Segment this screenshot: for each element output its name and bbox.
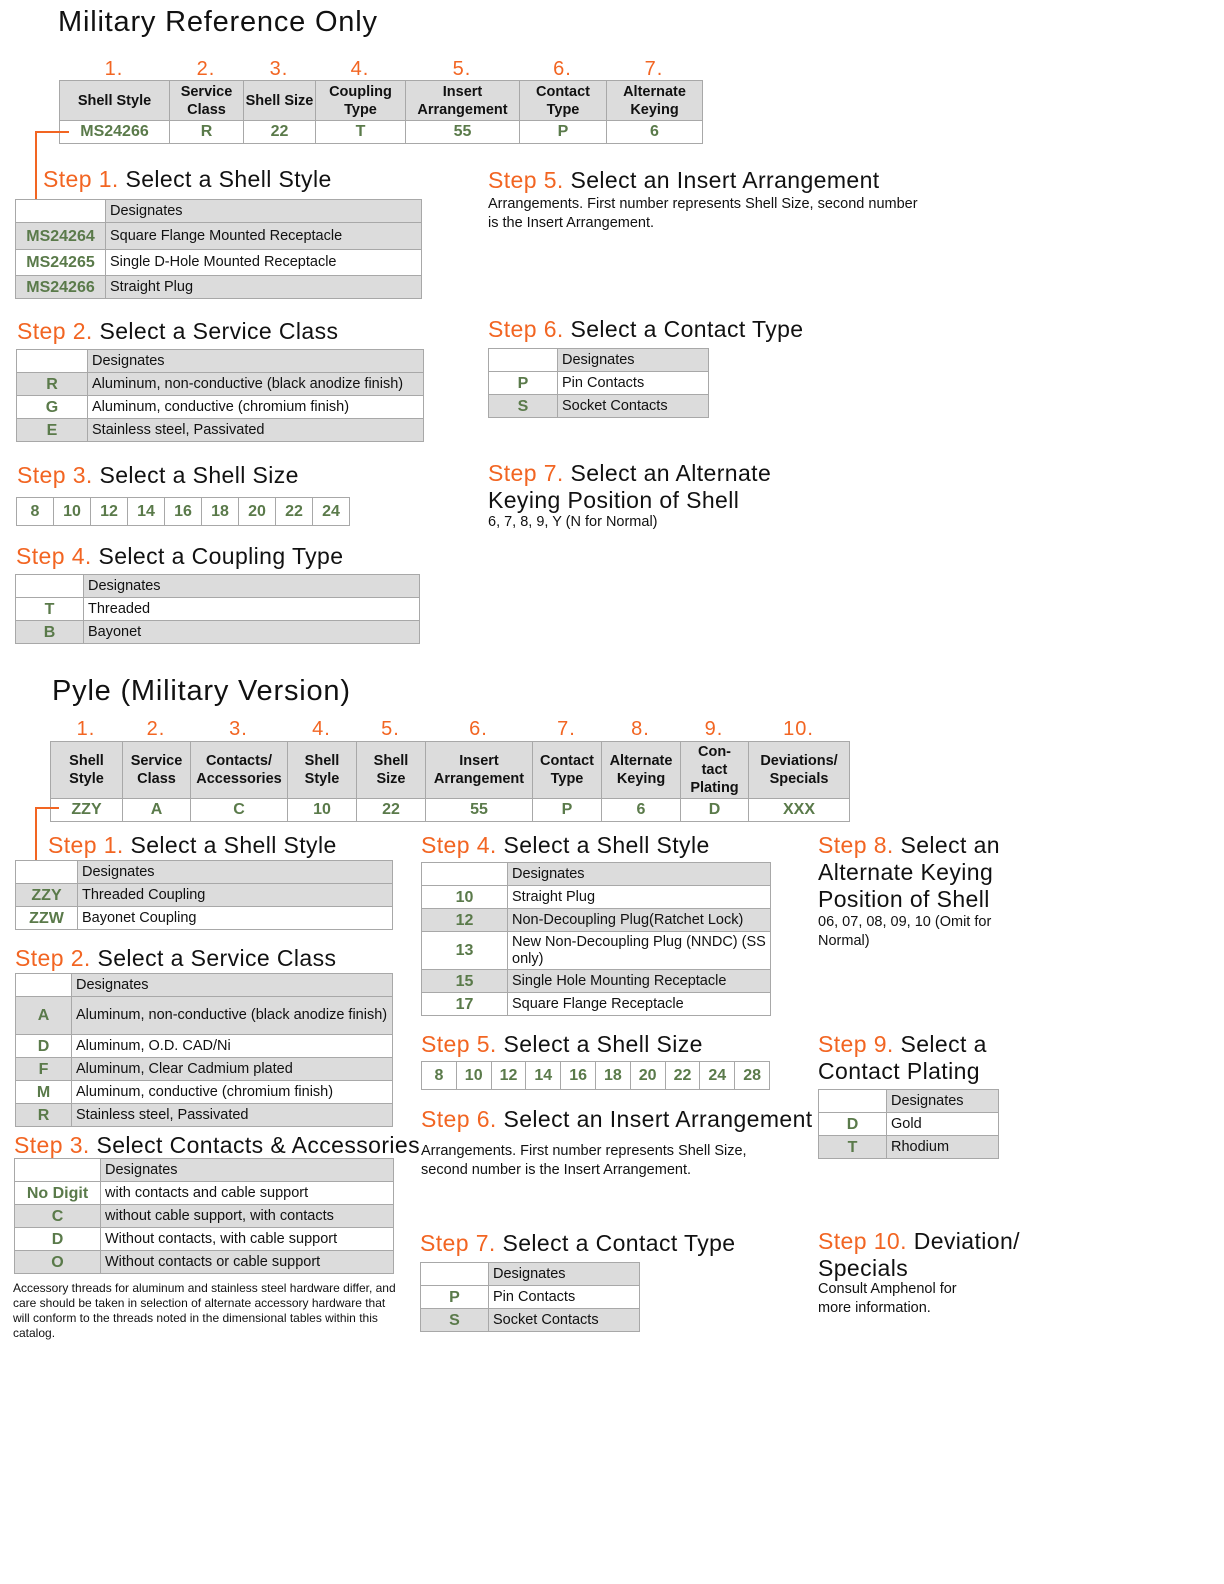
designates-header: Designates — [508, 863, 771, 886]
option-code: MS24265 — [16, 250, 106, 276]
option-desc: Socket Contacts — [489, 1309, 640, 1332]
option-desc: Stainless steel, Passivated — [72, 1104, 393, 1127]
size-option: 12 — [491, 1062, 526, 1090]
step-label-text: Select an Insert Arrangement — [570, 167, 880, 193]
military-step2-title — [17, 318, 338, 345]
example-value: C — [191, 799, 288, 822]
step-label-text: Select a Coupling Type — [98, 543, 344, 569]
blank-cell — [819, 1090, 887, 1113]
option-code: R — [17, 373, 88, 396]
example-value: 22 — [244, 121, 316, 144]
header-line: Arrangement — [433, 771, 525, 787]
step-label-text: Select an — [900, 832, 1000, 858]
size-option: 20 — [239, 498, 276, 526]
option-desc: Aluminum, Clear Cadmium plated — [72, 1058, 393, 1081]
example-value: 6 — [607, 121, 703, 144]
pyle-shell-style-table — [15, 860, 393, 930]
military-contact-type-table — [488, 348, 709, 418]
military-shell-style-table — [15, 199, 422, 299]
option-desc: with contacts and cable support — [101, 1182, 394, 1205]
pyle-step3-title — [14, 1132, 420, 1159]
option-desc: Square Flange Mounted Receptacle — [106, 223, 422, 250]
example-value: P — [533, 799, 602, 822]
example-value: MS24266 — [60, 121, 170, 144]
header-line: Accessories — [196, 771, 282, 787]
pyle-contacts-accessories-table — [14, 1158, 394, 1274]
example-value: XXX — [749, 799, 850, 822]
designates-header: Designates — [101, 1159, 394, 1182]
column-header: Shell Size — [244, 81, 316, 121]
step-number: 3. — [269, 58, 289, 80]
header-line: Deviations/ — [760, 753, 838, 769]
step-label-text: Deviation/ — [913, 1228, 1020, 1254]
column-header: Insert Arrangement — [406, 81, 520, 121]
option-desc: Single Hole Mounting Receptacle — [508, 970, 771, 993]
column-header: Contact Type — [520, 81, 607, 121]
example-value: 6 — [602, 799, 681, 822]
size-option: 8 — [17, 498, 54, 526]
step-label-text: Select a Shell Style — [503, 832, 710, 858]
option-code: O — [15, 1251, 101, 1274]
blank-cell — [489, 349, 558, 372]
column-header — [749, 742, 850, 799]
option-desc: Stainless steel, Passivated — [88, 419, 424, 442]
example-value: 10 — [288, 799, 357, 822]
pyle-step5-title — [421, 1031, 703, 1058]
option-code: D — [15, 1228, 101, 1251]
pyle-step8-desc: 06, 07, 08, 09, 10 (Omit for Normal) — [818, 914, 992, 949]
step-number: 5. — [381, 718, 400, 740]
column-header — [191, 742, 288, 799]
option-desc: Threaded — [84, 598, 420, 621]
designates-header: Designates — [489, 1263, 640, 1286]
header-line: Specials — [769, 771, 829, 787]
header-line: Service — [130, 753, 183, 769]
column-header — [681, 742, 749, 799]
step-number: 6. — [553, 58, 572, 80]
step-label-number: Step 7. — [420, 1230, 496, 1256]
military-step7-desc: 6, 7, 8, 9, Y (N for Normal) — [488, 514, 658, 530]
column-header — [288, 742, 357, 799]
header-line: Class — [137, 771, 176, 787]
pyle-shell-style-b-table — [421, 862, 771, 1016]
example-value: 55 — [426, 799, 533, 822]
size-option: 22 — [665, 1062, 700, 1090]
example-value: D — [681, 799, 749, 822]
size-option: 10 — [54, 498, 91, 526]
option-code: 15 — [422, 970, 508, 993]
step-label-text: Select an Alternate — [570, 460, 772, 486]
column-header — [426, 742, 533, 799]
blank-cell — [16, 861, 78, 884]
option-desc: Rhodium — [887, 1136, 999, 1159]
header-line: Contact — [540, 753, 594, 769]
step-label-text: Select an Insert Arrangement — [503, 1106, 813, 1132]
size-option: 18 — [595, 1062, 630, 1090]
header-line: Con- — [697, 744, 731, 760]
header-line: Style — [304, 771, 340, 787]
option-code: 17 — [422, 993, 508, 1016]
step-label-number: Step 5. — [421, 1031, 497, 1057]
designates-header: Designates — [88, 350, 424, 373]
option-code: ZZW — [16, 907, 78, 930]
option-code: 10 — [422, 886, 508, 909]
option-desc: Bayonet Coupling — [78, 907, 393, 930]
option-desc: Aluminum, O.D. CAD/Ni — [72, 1035, 393, 1058]
step-number: 4. — [350, 58, 370, 80]
step-number: 10. — [783, 718, 814, 740]
step-label-text: Alternate Keying — [818, 859, 994, 885]
option-code: T — [16, 598, 84, 621]
pyle-step-numbers — [50, 718, 849, 741]
option-code: P — [489, 372, 558, 395]
option-code: R — [16, 1104, 72, 1127]
example-value: A — [123, 799, 191, 822]
military-coupling-type-table — [15, 574, 420, 644]
pyle-contact-plating-table — [818, 1089, 999, 1159]
step-number: 4. — [312, 718, 331, 740]
step-label-text: Select a Shell Size — [99, 462, 299, 488]
military-step5-title — [488, 167, 880, 194]
step-label-text: Specials — [818, 1255, 909, 1281]
column-header: Shell Style — [60, 81, 170, 121]
header-line: Shell — [373, 753, 409, 769]
option-desc: Non-Decoupling Plug(Ratchet Lock) — [508, 909, 771, 932]
option-code: A — [16, 997, 72, 1035]
column-header: Coupling Type — [316, 81, 406, 121]
step-number: 3. — [229, 718, 248, 740]
option-desc: Socket Contacts — [558, 395, 709, 418]
size-option: 14 — [526, 1062, 561, 1090]
pyle-contact-type-table — [420, 1262, 640, 1332]
option-desc: Straight Plug — [508, 886, 771, 909]
step-number: 2. — [196, 58, 216, 80]
option-code: B — [16, 621, 84, 644]
military-step3-title — [17, 462, 299, 489]
step-label-number: Step 3. — [14, 1132, 90, 1158]
step-number: 2. — [146, 718, 166, 740]
option-desc: Bayonet — [84, 621, 420, 644]
size-option: 12 — [91, 498, 128, 526]
pyle-step10-title — [818, 1228, 1020, 1282]
pyle-part-number-table — [50, 741, 850, 822]
pyle-step2-title — [15, 945, 336, 972]
size-option: 24 — [700, 1062, 735, 1090]
option-desc: Square Flange Receptacle — [508, 993, 771, 1016]
pyle-step8-title — [818, 832, 1000, 913]
step-number: 7. — [644, 58, 664, 80]
military-service-class-table — [16, 349, 424, 442]
option-code: MS24266 — [16, 276, 106, 299]
designates-header: Designates — [558, 349, 709, 372]
option-code: 12 — [422, 909, 508, 932]
pyle-step3-note: Accessory threads for aluminum and stainless steel hardware differ, and care should be taken in selection of alternate accessory hardware that will conform to the threads noted in the dimensional tables within this catalog. — [13, 1281, 396, 1340]
pyle-step6-title — [421, 1106, 813, 1133]
step-label-number: Step 8. — [818, 832, 894, 858]
designates-header: Designates — [78, 861, 393, 884]
step-label-text: Select a — [900, 1031, 987, 1057]
step-label-text: Select a Shell Size — [503, 1031, 703, 1057]
header-line: Shell — [304, 753, 340, 769]
example-value: 55 — [406, 121, 520, 144]
size-option: 18 — [202, 498, 239, 526]
size-option: 14 — [128, 498, 165, 526]
option-desc: Threaded Coupling — [78, 884, 393, 907]
example-value: P — [520, 121, 607, 144]
step-label-text: Select Contacts & Accessories — [96, 1132, 420, 1158]
step-label-number: Step 9. — [818, 1031, 894, 1057]
step-label-text: Position of Shell — [818, 886, 990, 912]
step-label-number: Step 2. — [17, 318, 93, 344]
blank-cell — [16, 974, 72, 997]
option-desc: Without contacts, with cable support — [101, 1228, 394, 1251]
designates-header: Designates — [84, 575, 420, 598]
header-line: Plating — [690, 780, 739, 796]
example-value: T — [316, 121, 406, 144]
blank-cell — [16, 575, 84, 598]
step-number: 9. — [704, 718, 724, 740]
pyle-step9-title — [818, 1031, 987, 1085]
military-part-number-table — [59, 80, 703, 144]
header-line: Type — [550, 771, 584, 787]
step-label-text: Keying Position of Shell — [488, 487, 740, 513]
military-section-title: Military Reference Only — [58, 6, 378, 38]
header-line: Size — [376, 771, 406, 787]
step-label-text: Select a Contact Type — [502, 1230, 736, 1256]
size-option: 16 — [561, 1062, 596, 1090]
pyle-service-class-table — [15, 973, 393, 1127]
option-code: ZZY — [16, 884, 78, 907]
option-code: D — [819, 1113, 887, 1136]
step-number: 1. — [76, 718, 96, 740]
pyle-step4-title — [421, 832, 710, 859]
step-number: 5. — [452, 58, 472, 80]
step-label-number: Step 7. — [488, 460, 564, 486]
header-line: Shell — [69, 753, 104, 769]
military-step5-desc: Arrangements. First number represents Shell Size, second number is the Insert Arrangement. — [488, 196, 918, 231]
pyle-section-title: Pyle (Military Version) — [52, 675, 351, 707]
option-code: S — [489, 395, 558, 418]
option-desc: Pin Contacts — [558, 372, 709, 395]
blank-cell — [421, 1263, 489, 1286]
step-label-text: Select a Service Class — [97, 945, 337, 971]
step-number: 1. — [104, 58, 124, 80]
option-code: M — [16, 1081, 72, 1104]
step-label-number: Step 6. — [488, 316, 564, 342]
step-label-text: Select a Service Class — [99, 318, 339, 344]
option-code: F — [16, 1058, 72, 1081]
example-value: R — [170, 121, 244, 144]
blank-cell — [15, 1159, 101, 1182]
option-desc: Aluminum, non-conductive (black anodize finish) — [72, 997, 393, 1035]
example-value: ZZY — [51, 799, 123, 822]
pyle-step6-desc: Arrangements. First number represents Shell Size, second number is the Insert Arrangement. — [421, 1143, 747, 1178]
option-desc: New Non-Decoupling Plug (NNDC) (SS only) — [508, 932, 771, 970]
size-option: 24 — [313, 498, 350, 526]
designates-header: Designates — [887, 1090, 999, 1113]
step-label-number: Step 1. — [48, 832, 124, 858]
option-desc: Gold — [887, 1113, 999, 1136]
step-label-text: Select a Shell Style — [125, 166, 332, 192]
option-code: No Digit — [15, 1182, 101, 1205]
option-code: MS24264 — [16, 223, 106, 250]
step-label-text: Select a Contact Type — [570, 316, 804, 342]
pyle-shell-size-table — [421, 1061, 770, 1090]
military-step6-title — [488, 316, 803, 343]
option-code: S — [421, 1309, 489, 1332]
header-line: Insert — [459, 753, 499, 769]
column-header — [357, 742, 426, 799]
column-header: Alternate Keying — [607, 81, 703, 121]
leader-line — [35, 807, 59, 809]
option-code: G — [17, 396, 88, 419]
header-line: Style — [69, 771, 104, 787]
size-option: 20 — [630, 1062, 665, 1090]
column-header — [533, 742, 602, 799]
header-line: Keying — [616, 771, 666, 787]
step-label-text: Contact Plating — [818, 1058, 980, 1084]
step-label-number: Step 4. — [16, 543, 92, 569]
option-desc: Aluminum, conductive (chromium finish) — [72, 1081, 393, 1104]
option-desc: Aluminum, non-conductive (black anodize finish) — [88, 373, 424, 396]
size-option: 10 — [456, 1062, 491, 1090]
step-label-number: Step 2. — [15, 945, 91, 971]
option-desc: without cable support, with contacts — [101, 1205, 394, 1228]
pyle-step7-title — [420, 1230, 735, 1257]
header-line: tact — [701, 762, 728, 778]
option-desc: Without contacts or cable support — [101, 1251, 394, 1274]
example-value: 22 — [357, 799, 426, 822]
step-label-number: Step 5. — [488, 167, 564, 193]
option-code: E — [17, 419, 88, 442]
option-desc: Aluminum, conductive (chromium finish) — [88, 396, 424, 419]
leader-line — [35, 131, 69, 133]
option-code: T — [819, 1136, 887, 1159]
blank-cell — [16, 200, 106, 223]
option-code: P — [421, 1286, 489, 1309]
option-code: 13 — [422, 932, 508, 970]
designates-header: Designates — [72, 974, 393, 997]
pyle-step1-title — [48, 832, 337, 859]
military-step-numbers — [59, 58, 702, 81]
designates-header: Designates — [106, 200, 422, 223]
column-header: Service Class — [170, 81, 244, 121]
step-label-number: Step 6. — [421, 1106, 497, 1132]
step-label-number: Step 1. — [43, 166, 119, 192]
step-number: 8. — [631, 718, 650, 740]
step-number: 7. — [557, 718, 576, 740]
step-label-number: Step 4. — [421, 832, 497, 858]
step-label-number: Step 10. — [818, 1228, 907, 1254]
option-code: D — [16, 1035, 72, 1058]
blank-cell — [422, 863, 508, 886]
military-step7-title — [488, 460, 771, 514]
size-option: 16 — [165, 498, 202, 526]
header-line: Contacts/ — [205, 753, 273, 769]
step-label-text: Select a Shell Style — [130, 832, 337, 858]
pyle-step10-desc: Consult Amphenol for more information. — [818, 1281, 957, 1316]
size-option: 22 — [276, 498, 313, 526]
option-desc: Single D-Hole Mounted Receptacle — [106, 250, 422, 276]
column-header — [602, 742, 681, 799]
step-number: 6. — [469, 718, 488, 740]
blank-cell — [17, 350, 88, 373]
option-desc: Pin Contacts — [489, 1286, 640, 1309]
column-header — [51, 742, 123, 799]
step-label-number: Step 3. — [17, 462, 93, 488]
military-step1-title — [43, 166, 332, 193]
military-shell-size-table — [16, 497, 350, 526]
header-line: Alternate — [609, 753, 673, 769]
size-option: 28 — [735, 1062, 770, 1090]
option-desc: Straight Plug — [106, 276, 422, 299]
column-header — [123, 742, 191, 799]
option-code: C — [15, 1205, 101, 1228]
size-option: 8 — [422, 1062, 457, 1090]
military-step4-title — [16, 543, 343, 570]
